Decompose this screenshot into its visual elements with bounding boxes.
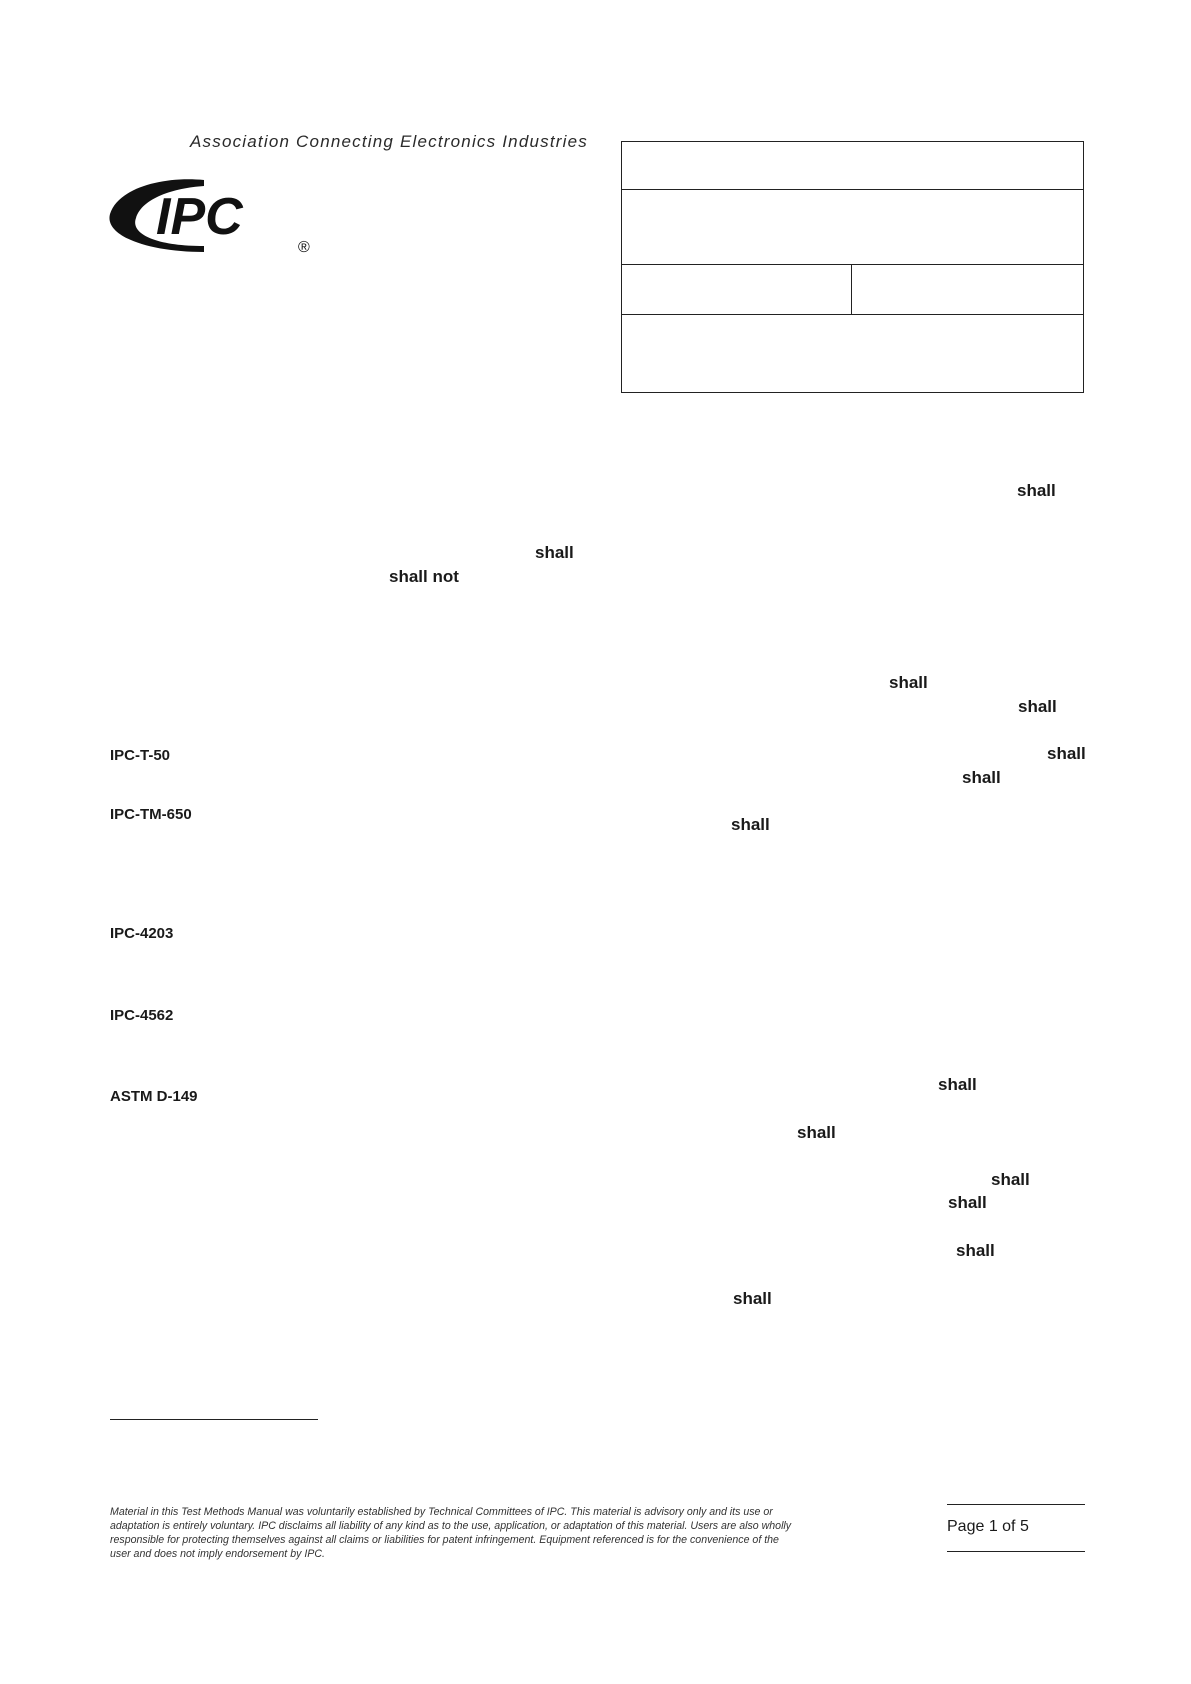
reference-ipc-t-50: IPC-T-50 [110,747,171,764]
keyword-shall: shall [733,1289,772,1308]
keyword-shall: shall [948,1193,987,1212]
info-box-divider [622,189,1083,190]
keyword-shall: shall [956,1241,995,1260]
registered-mark: ® [298,239,310,256]
page-number: Page 1 of 5 [947,1518,1029,1535]
info-box-divider [622,314,1083,315]
keyword-shall: shall [731,815,770,834]
keyword-shall: shall [962,768,1001,787]
keyword-shall-not: shall not [389,567,459,586]
keyword-shall: shall [1018,697,1057,716]
keyword-shall: shall [535,543,574,562]
logo-text: IPC [156,188,243,246]
ipc-logo-graphic [108,174,318,258]
reference-ipc-4203: IPC-4203 [110,925,174,942]
keyword-shall: shall [797,1123,836,1142]
keyword-shall: shall [1047,744,1086,763]
keyword-shall: shall [991,1170,1030,1189]
reference-ipc-tm-650: IPC-TM-650 [110,806,192,823]
document-info-box [621,141,1084,393]
keyword-shall: shall [938,1075,977,1094]
reference-astm-d-149: ASTM D-149 [110,1088,198,1105]
info-box-divider [622,264,1083,265]
ipc-logo [108,174,318,263]
footnote-rule [110,1419,318,1420]
association-tagline: Association Connecting Electronics Industries [190,132,588,151]
footer-disclaimer: Material in this Test Methods Manual was voluntarily established by Technical Committees of IPC. This material is advisory only and its use or adaptation is entirely voluntary. IPC disclaims all liability of any kind as to the use, application, or adaptation of this material. Users are also wholly responsible for protecting themselves against all claims or liabilities for patent infringement. Equipment referenced is for the convenience of the user and does not imply endorsement by IPC. [110,1506,792,1560]
reference-ipc-4562: IPC-4562 [110,1007,174,1024]
page-rule-top [947,1504,1085,1505]
keyword-shall: shall [1017,481,1056,500]
keyword-shall: shall [889,673,928,692]
page-rule-bottom [947,1551,1085,1552]
info-box-column-divider [851,264,852,314]
